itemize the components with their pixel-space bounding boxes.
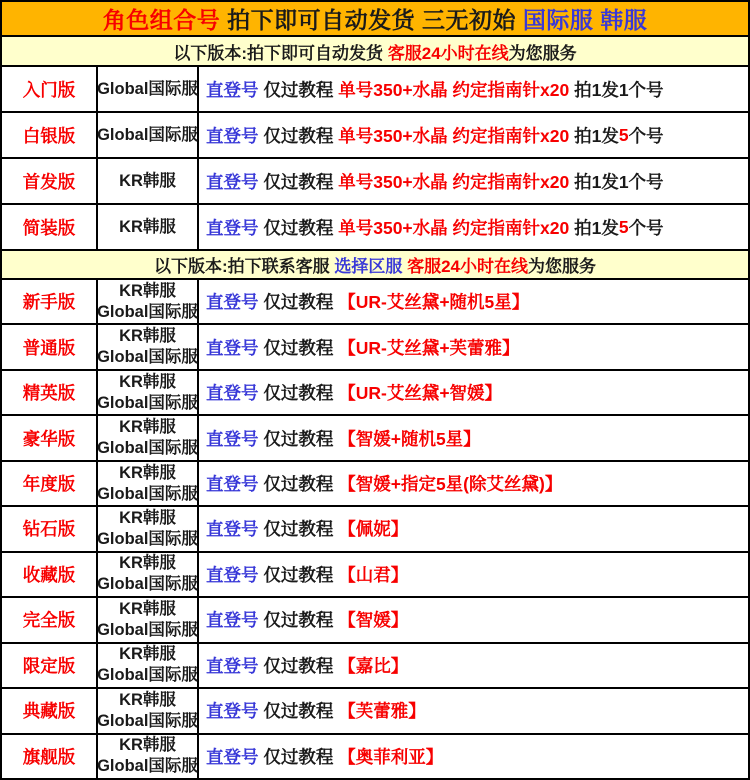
text-segment: 个号 [628,217,664,238]
text-segment: 【智媛】 [338,610,409,631]
text-segment: 5 [618,124,629,145]
server-line: Global国际服 [97,711,198,730]
server-cell [98,113,199,157]
text-segment: 仅过教程 [258,519,339,540]
text-segment: 客服24小时在线 [387,43,509,63]
table-row [2,325,748,370]
text-segment: 仅过教程 [258,428,339,449]
version-cell: 年度版 [2,462,98,505]
text-segment: 仅过教程 [258,474,339,495]
text-segment: 【山君】 [338,564,409,585]
text-segment: 以下版本:拍下联系客服 [153,257,335,276]
text-segment: 直登号 [206,746,259,767]
text-segment: 【智媛+指定5星(除艾丝黛)】 [338,474,563,495]
text-segment: 【嘉比】 [338,655,409,676]
text-segment: 【UR-艾丝黛+智媛】 [338,383,503,404]
version-cell: 典藏版 [2,689,98,732]
text-segment: 仅过教程 [258,383,339,404]
text-segment: 为您服务 [508,43,577,63]
server-line: KR韩服 [119,217,176,236]
server-cell [98,159,199,203]
section-rows-auto-delivery [2,67,748,251]
table-row [2,159,748,205]
desc-cell [199,67,748,111]
table-row [2,553,748,598]
server-line: Global国际服 [97,302,198,321]
text-segment: 直登号 [206,474,259,495]
text-segment: 直登号 [206,701,259,722]
version-cell: 钻石版 [2,507,98,550]
server-line: KR韩服 [119,327,176,346]
server-cell [98,67,199,111]
table-row [2,689,748,734]
desc-cell [199,553,748,596]
version-cell: 新手版 [2,280,98,323]
server-cell [98,371,199,414]
server-line: KR韩服 [119,690,176,709]
server-cell [98,462,199,505]
server-line: Global国际服 [97,125,198,144]
table-row [2,735,748,778]
text-segment: 【芙蕾雅】 [338,701,426,722]
desc-cell [199,159,748,203]
text-segment: 仅过教程 [258,79,339,100]
text-segment: 直登号 [206,171,259,192]
desc-cell [199,462,748,505]
table-row [2,280,748,325]
section-banner-auto-delivery [2,37,748,67]
table-row [2,67,748,113]
version-cell: 首发版 [2,159,98,203]
server-cell [98,325,199,368]
desc-cell [199,280,748,323]
desc-cell [199,113,748,157]
server-line: KR韩服 [119,418,176,437]
server-line: Global国际服 [97,79,198,98]
version-cell: 豪华版 [2,416,98,459]
text-segment: 仅过教程 [258,337,339,358]
version-cell: 入门版 [2,67,98,111]
text-segment: 仅过教程 [258,746,339,767]
text-segment: 直登号 [206,655,259,676]
text-segment: 仅过教程 [258,125,339,146]
text-segment: 直登号 [206,564,259,585]
text-segment: 单号350+水晶 约定指南针x20 [338,217,570,238]
server-line: Global国际服 [97,393,198,412]
server-line: Global国际服 [97,529,198,548]
text-segment: 【UR-艾丝黛+芙蕾雅】 [338,337,520,358]
server-line: Global国际服 [97,348,198,367]
version-cell: 精英版 [2,371,98,414]
desc-cell [199,644,748,687]
text-segment: 直登号 [206,428,259,449]
server-line: KR韩服 [119,281,176,300]
desc-cell [199,735,748,778]
desc-cell [199,689,748,732]
text-segment: 拍下即可自动发货 三无初始 [220,7,523,33]
text-segment: 直登号 [206,337,259,358]
table-row [2,205,748,251]
server-line: KR韩服 [119,372,176,391]
desc-cell [199,325,748,368]
server-line: KR韩服 [119,463,176,482]
text-segment: 直登号 [206,519,259,540]
text-segment: 直登号 [206,383,259,404]
server-line: KR韩服 [119,171,176,190]
text-segment: 角色组合号 [102,7,221,33]
text-segment: 【奥菲利亚】 [338,746,444,767]
text-segment: 仅过教程 [258,655,339,676]
section-banner-contact-service [2,251,748,280]
server-cell [98,644,199,687]
server-line: Global国际服 [97,666,198,685]
server-line: Global国际服 [97,757,198,776]
server-cell [98,598,199,641]
text-segment: 仅过教程 [258,171,339,192]
text-segment: 仅过教程 [258,564,339,585]
title-bar [2,2,748,37]
text-segment: 单号350+水晶 约定指南针x20 [338,79,570,100]
text-segment: 【智媛+随机5星】 [338,428,481,449]
text-segment: 直登号 [206,125,259,146]
version-cell: 普通版 [2,325,98,368]
table-row [2,371,748,416]
server-line: Global国际服 [97,620,198,639]
text-segment: 直登号 [206,79,259,100]
version-cell: 旗舰版 [2,735,98,778]
server-line: KR韩服 [119,736,176,755]
text-segment: 选择区服 [334,257,408,276]
text-segment: 国际服 韩服 [522,7,648,33]
text-segment: 仅过教程 [258,610,339,631]
desc-cell [199,371,748,414]
text-segment: 以下版本:拍下即可自动发货 [173,43,388,63]
text-segment: 单号350+水晶 约定指南针x20 [338,171,570,192]
section-rows-contact-service [2,280,748,778]
text-segment: 个号 [628,125,664,146]
version-cell: 简装版 [2,205,98,249]
text-segment: 拍1发1个号 [569,171,664,192]
text-segment: 单号350+水晶 约定指南针x20 [338,125,570,146]
text-segment: 拍1发 [569,125,619,146]
text-segment: 5 [618,216,629,237]
text-segment: 客服24小时在线 [407,257,529,276]
text-segment: 直登号 [206,610,259,631]
text-segment: 为您服务 [528,257,597,276]
version-cell: 完全版 [2,598,98,641]
table-row [2,507,748,552]
desc-cell [199,205,748,249]
server-cell [98,416,199,459]
server-cell [98,553,199,596]
text-segment: 【UR-艾丝黛+随机5星】 [338,292,530,313]
server-line: Global国际服 [97,439,198,458]
server-cell [98,507,199,550]
table-row [2,113,748,159]
server-line: KR韩服 [119,554,176,573]
text-segment: 拍1发1个号 [569,79,664,100]
table-row [2,598,748,643]
text-segment: 仅过教程 [258,292,339,313]
text-segment: 拍1发 [569,217,619,238]
server-line: KR韩服 [119,645,176,664]
server-line: KR韩服 [119,508,176,527]
desc-cell [199,416,748,459]
server-cell [98,689,199,732]
version-cell: 限定版 [2,644,98,687]
text-segment: 仅过教程 [258,217,339,238]
version-cell: 收藏版 [2,553,98,596]
text-segment: 直登号 [206,292,259,313]
server-line: Global国际服 [97,575,198,594]
server-cell [98,205,199,249]
table-row [2,644,748,689]
desc-cell [199,507,748,550]
server-cell [98,280,199,323]
version-cell: 白银版 [2,113,98,157]
text-segment: 直登号 [206,217,259,238]
table-row [2,416,748,461]
text-segment: 【佩妮】 [338,519,409,540]
server-line: Global国际服 [97,484,198,503]
server-line: KR韩服 [119,599,176,618]
table-row [2,462,748,507]
desc-cell [199,598,748,641]
text-segment: 仅过教程 [258,701,339,722]
server-cell [98,735,199,778]
